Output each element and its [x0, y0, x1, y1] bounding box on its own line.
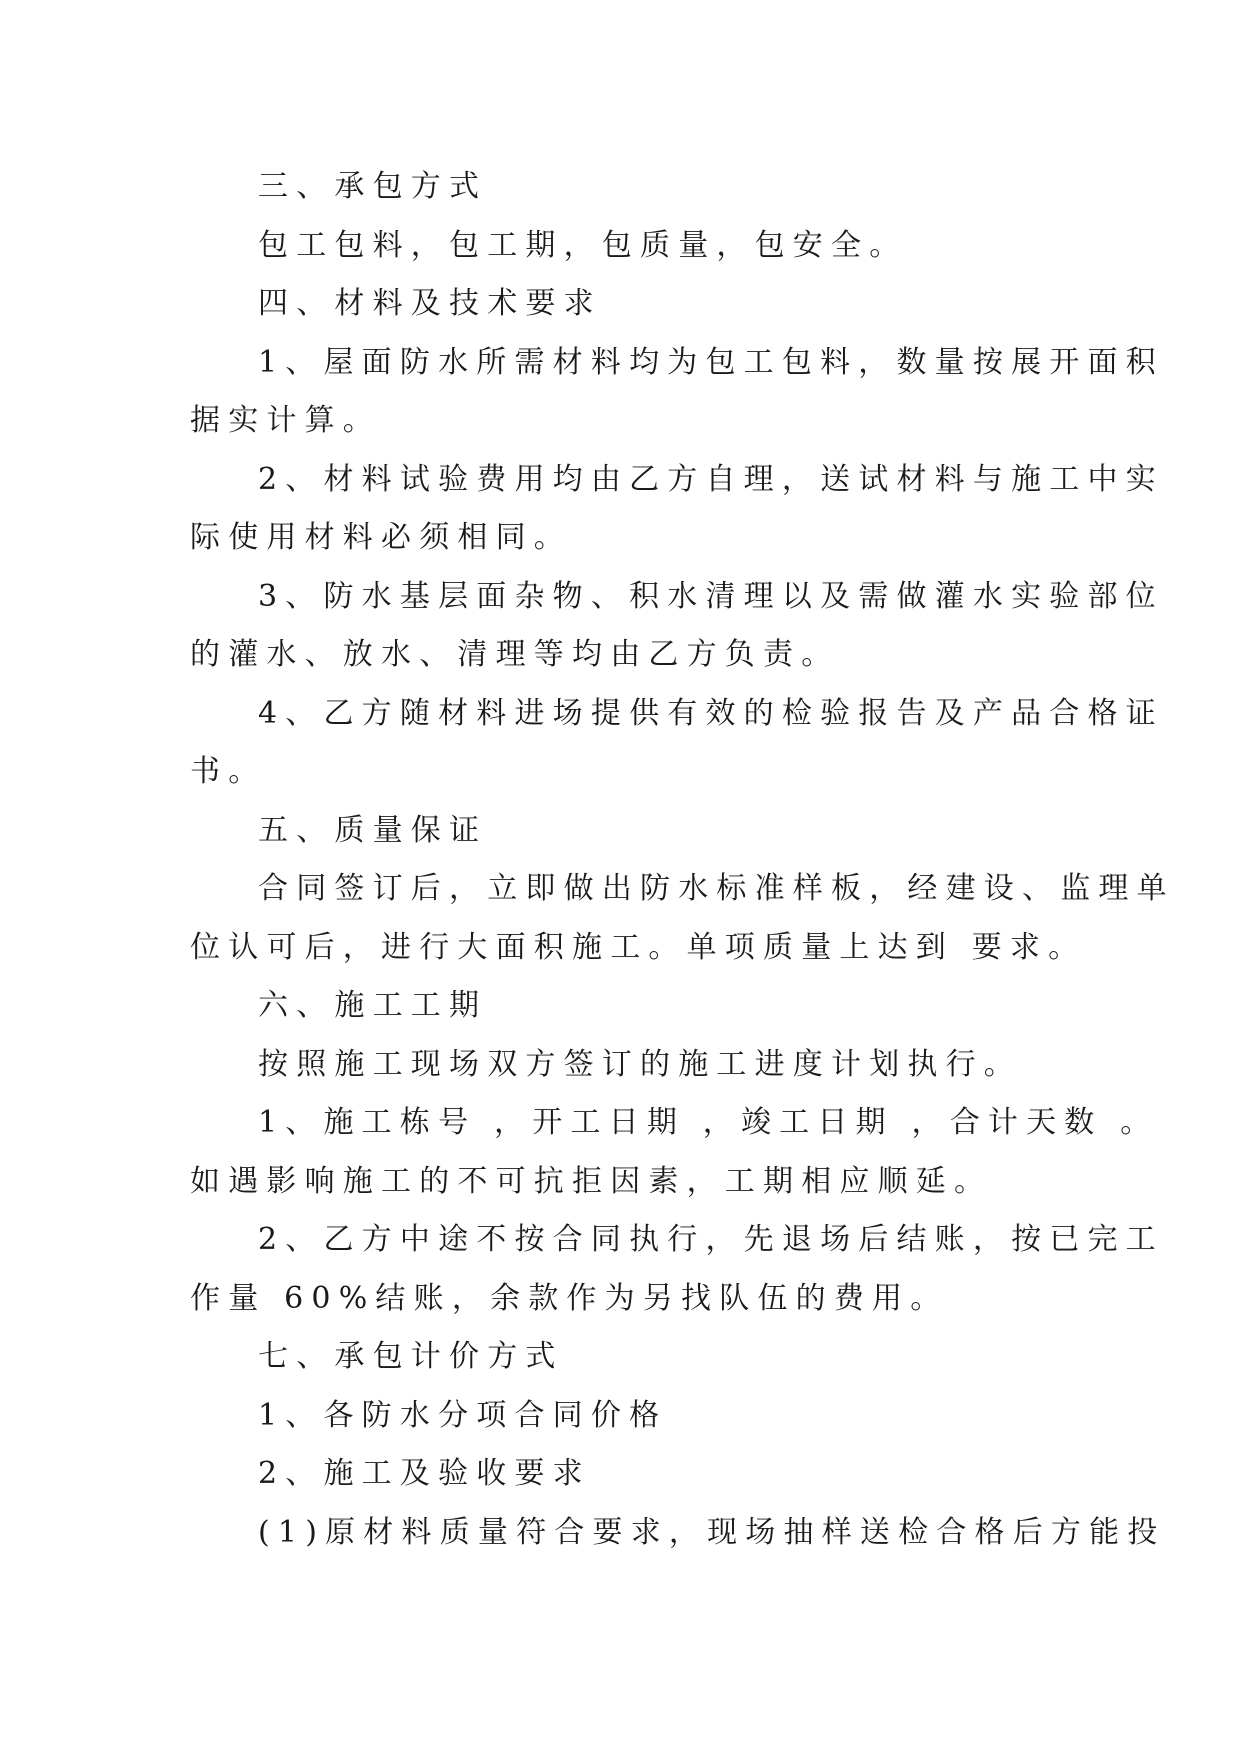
text-line: 据实计算。: [190, 403, 381, 438]
text-line: 4、乙方随材料进场提供有效的检验报告及产品合格证: [258, 695, 1164, 731]
text-line: 书。: [190, 754, 267, 789]
text-line: 2、材料试验费用均由乙方自理，送试材料与施工中实: [258, 461, 1164, 497]
text-line: 2、乙方中途不按合同执行，先退场后结账，按已完工: [258, 1222, 1164, 1257]
text-line: 1、各防水分项合同价格: [258, 1397, 668, 1433]
text-line: 1、屋面防水所需材料均为包工包料，数量按展开面积: [258, 344, 1164, 380]
text-line: 1、施工栋号 ，开工日期 ，竣工日期 ，合计天数 。: [258, 1105, 1159, 1140]
text-line: 五、质量保证: [258, 812, 488, 848]
text-line: 合同签订后，立即做出防水标准样板，经建设、监理单: [258, 871, 1175, 906]
text-line: 六、施工工期: [258, 988, 488, 1023]
text-line: 按照施工现场双方签订的施工进度计划执行。: [258, 1046, 1022, 1082]
text-line: 际使用材料必须相同。: [190, 520, 572, 555]
text-line: 2、施工及验收要求: [258, 1456, 591, 1491]
document-body: [190, 158, 1175, 1562]
text-line: 3、防水基层面杂物、积水清理以及需做灌水实验部位: [258, 578, 1164, 614]
text-line: 作量 60%结账，余款作为另找队伍的费用。: [190, 1280, 949, 1316]
text-line: 四、材料及技术要求: [258, 286, 602, 321]
text-line: 的灌水、放水、清理等均由乙方负责。: [190, 637, 840, 672]
text-line: 包工包料，包工期，包质量，包安全。: [258, 227, 908, 263]
text-line: 七、承包计价方式: [258, 1339, 564, 1374]
text-line: 如遇影响施工的不可抗拒因素，工期相应顺延。: [190, 1163, 993, 1199]
text-line: (1)原材料质量符合要求，现场抽样送检合格后方能投: [258, 1514, 1166, 1550]
text-line: 三、承包方式: [258, 169, 488, 204]
text-line: 位认可后，进行大面积施工。单项质量上达到 要求。: [190, 929, 1087, 965]
